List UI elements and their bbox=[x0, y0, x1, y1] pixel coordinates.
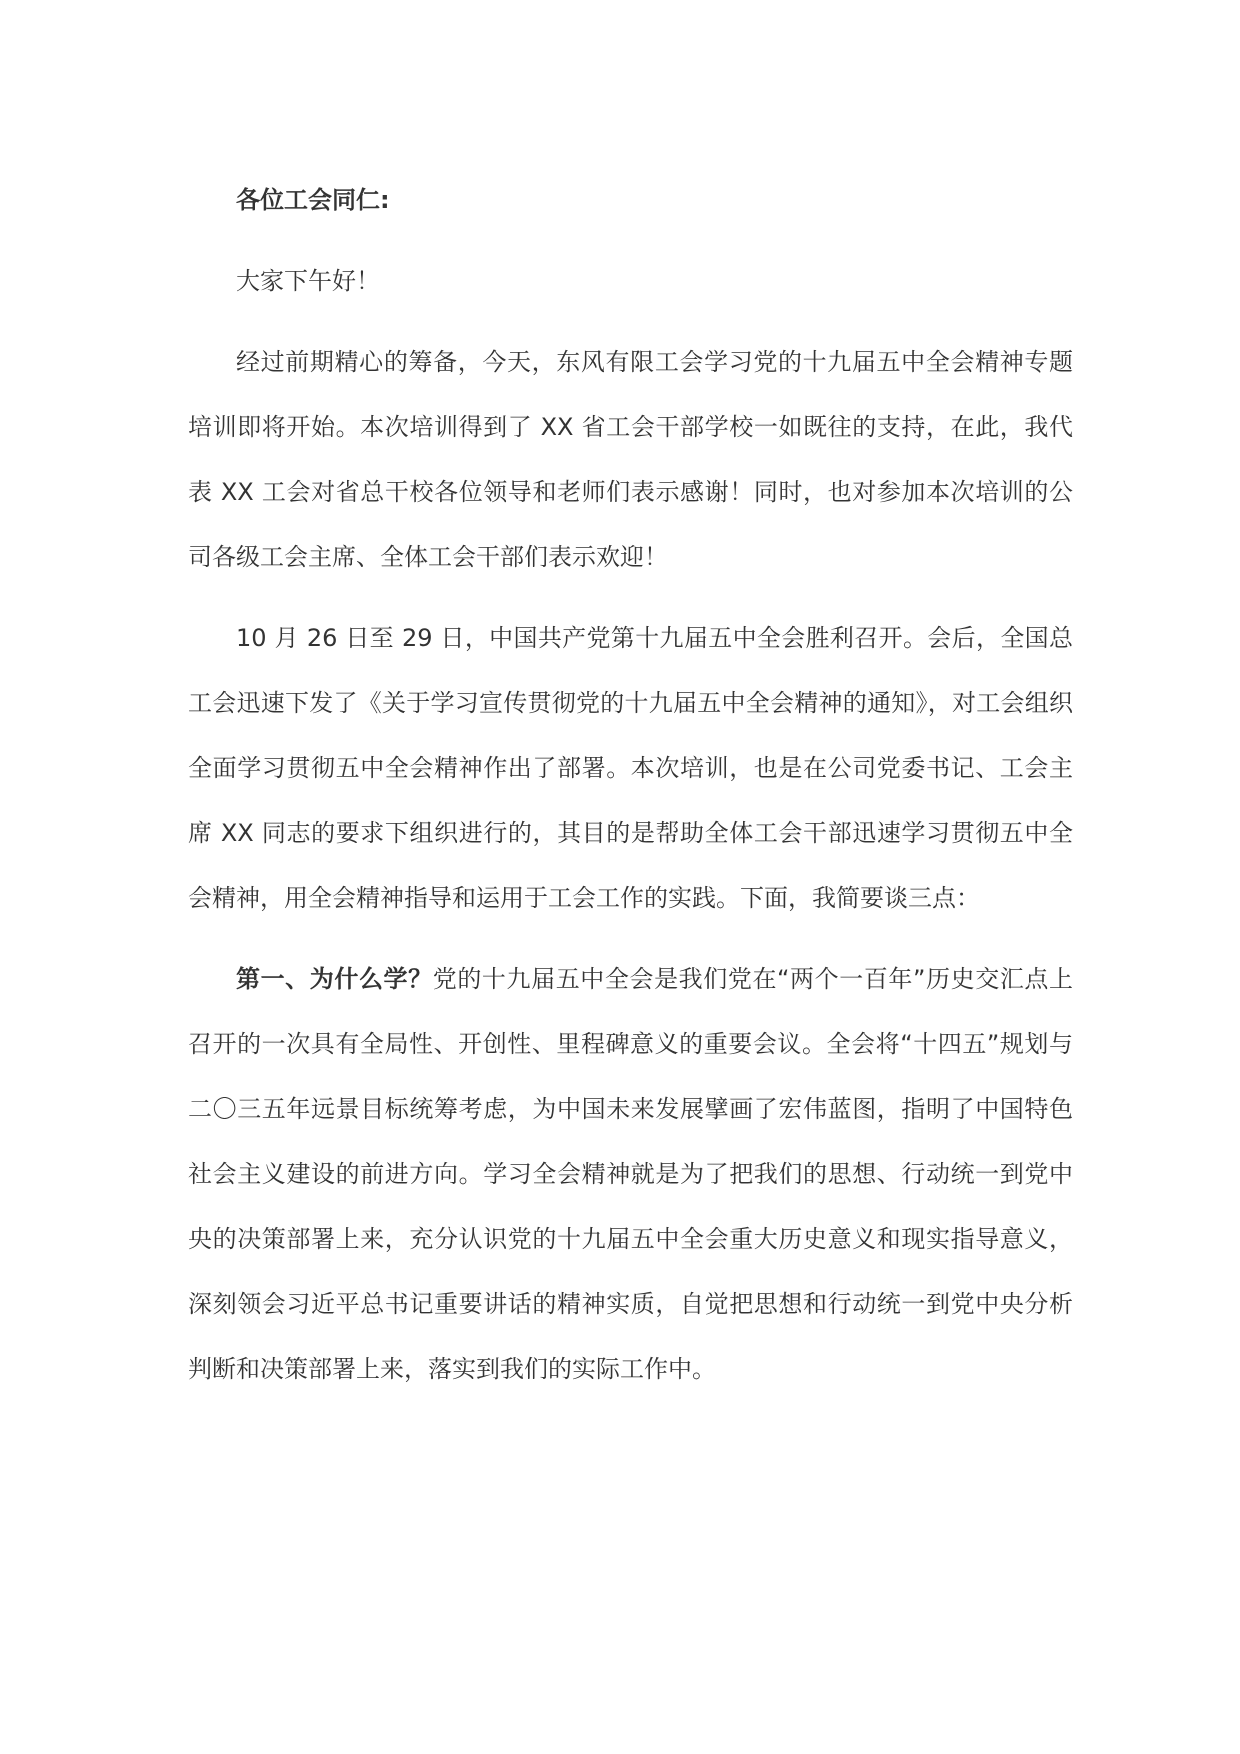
section-heading-why-learn: 第一、为什么学？ bbox=[236, 965, 433, 993]
paragraph-intro: 经过前期精心的筹备，今天，东风有限工会学习党的十九届五中全会精神专题培训即将开始。本次培训得到了 XX 省工会干部学校一如既往的支持，在此，我代表 XX 工会对省总干校各位领导和老师们表示感谢！同时，也对参加本次培训的公司各级工会主席、全体工会干部们表示欢迎！ bbox=[188, 348, 1073, 571]
document-body bbox=[188, 168, 1073, 1418]
paragraph-why-learn bbox=[188, 947, 1073, 1402]
paragraph-background: 10 月 26 日至 29 日，中国共产党第十九届五中全会胜利召开。会后，全国总工会迅速下发了《关于学习宣传贯彻党的十九届五中全会精神的通知》，对工会组织全面学习贯彻五中全会精神作出了部署。本次培训，也是在公司党委书记、工会主席 XX 同志的要求下组织进行的，其目的是帮助全体工会干部迅速学习贯彻五中全会精神，用全会精神指导和运用于工会工作的实践。下面，我简要谈三点： bbox=[188, 624, 1073, 912]
salutation: 各位工会同仁: bbox=[236, 186, 390, 214]
opening-line: 大家下午好！ bbox=[236, 267, 380, 295]
section-body-why-learn: 党的十九届五中全会是我们党在“两个一百年”历史交汇点上召开的一次具有全局性、开创性、里程碑意义的重要会议。全会将“十四五”规划与二〇三五年远景目标统筹考虑，为中国未来发展擘画了宏伟蓝图，指明了中国特色社会主义建设的前进方向。学习全会精神就是为了把我们的思想、行动统一到党中央的决策部署上来，充分认识党的十九届五中全会重大历史意义和现实指导意义，深刻领会习近平总书记重要讲话的精神实质，自觉把思想和行动统一到党中央分析判断和决策部署上来，落实到我们的实际工作中。 bbox=[188, 965, 1074, 1383]
